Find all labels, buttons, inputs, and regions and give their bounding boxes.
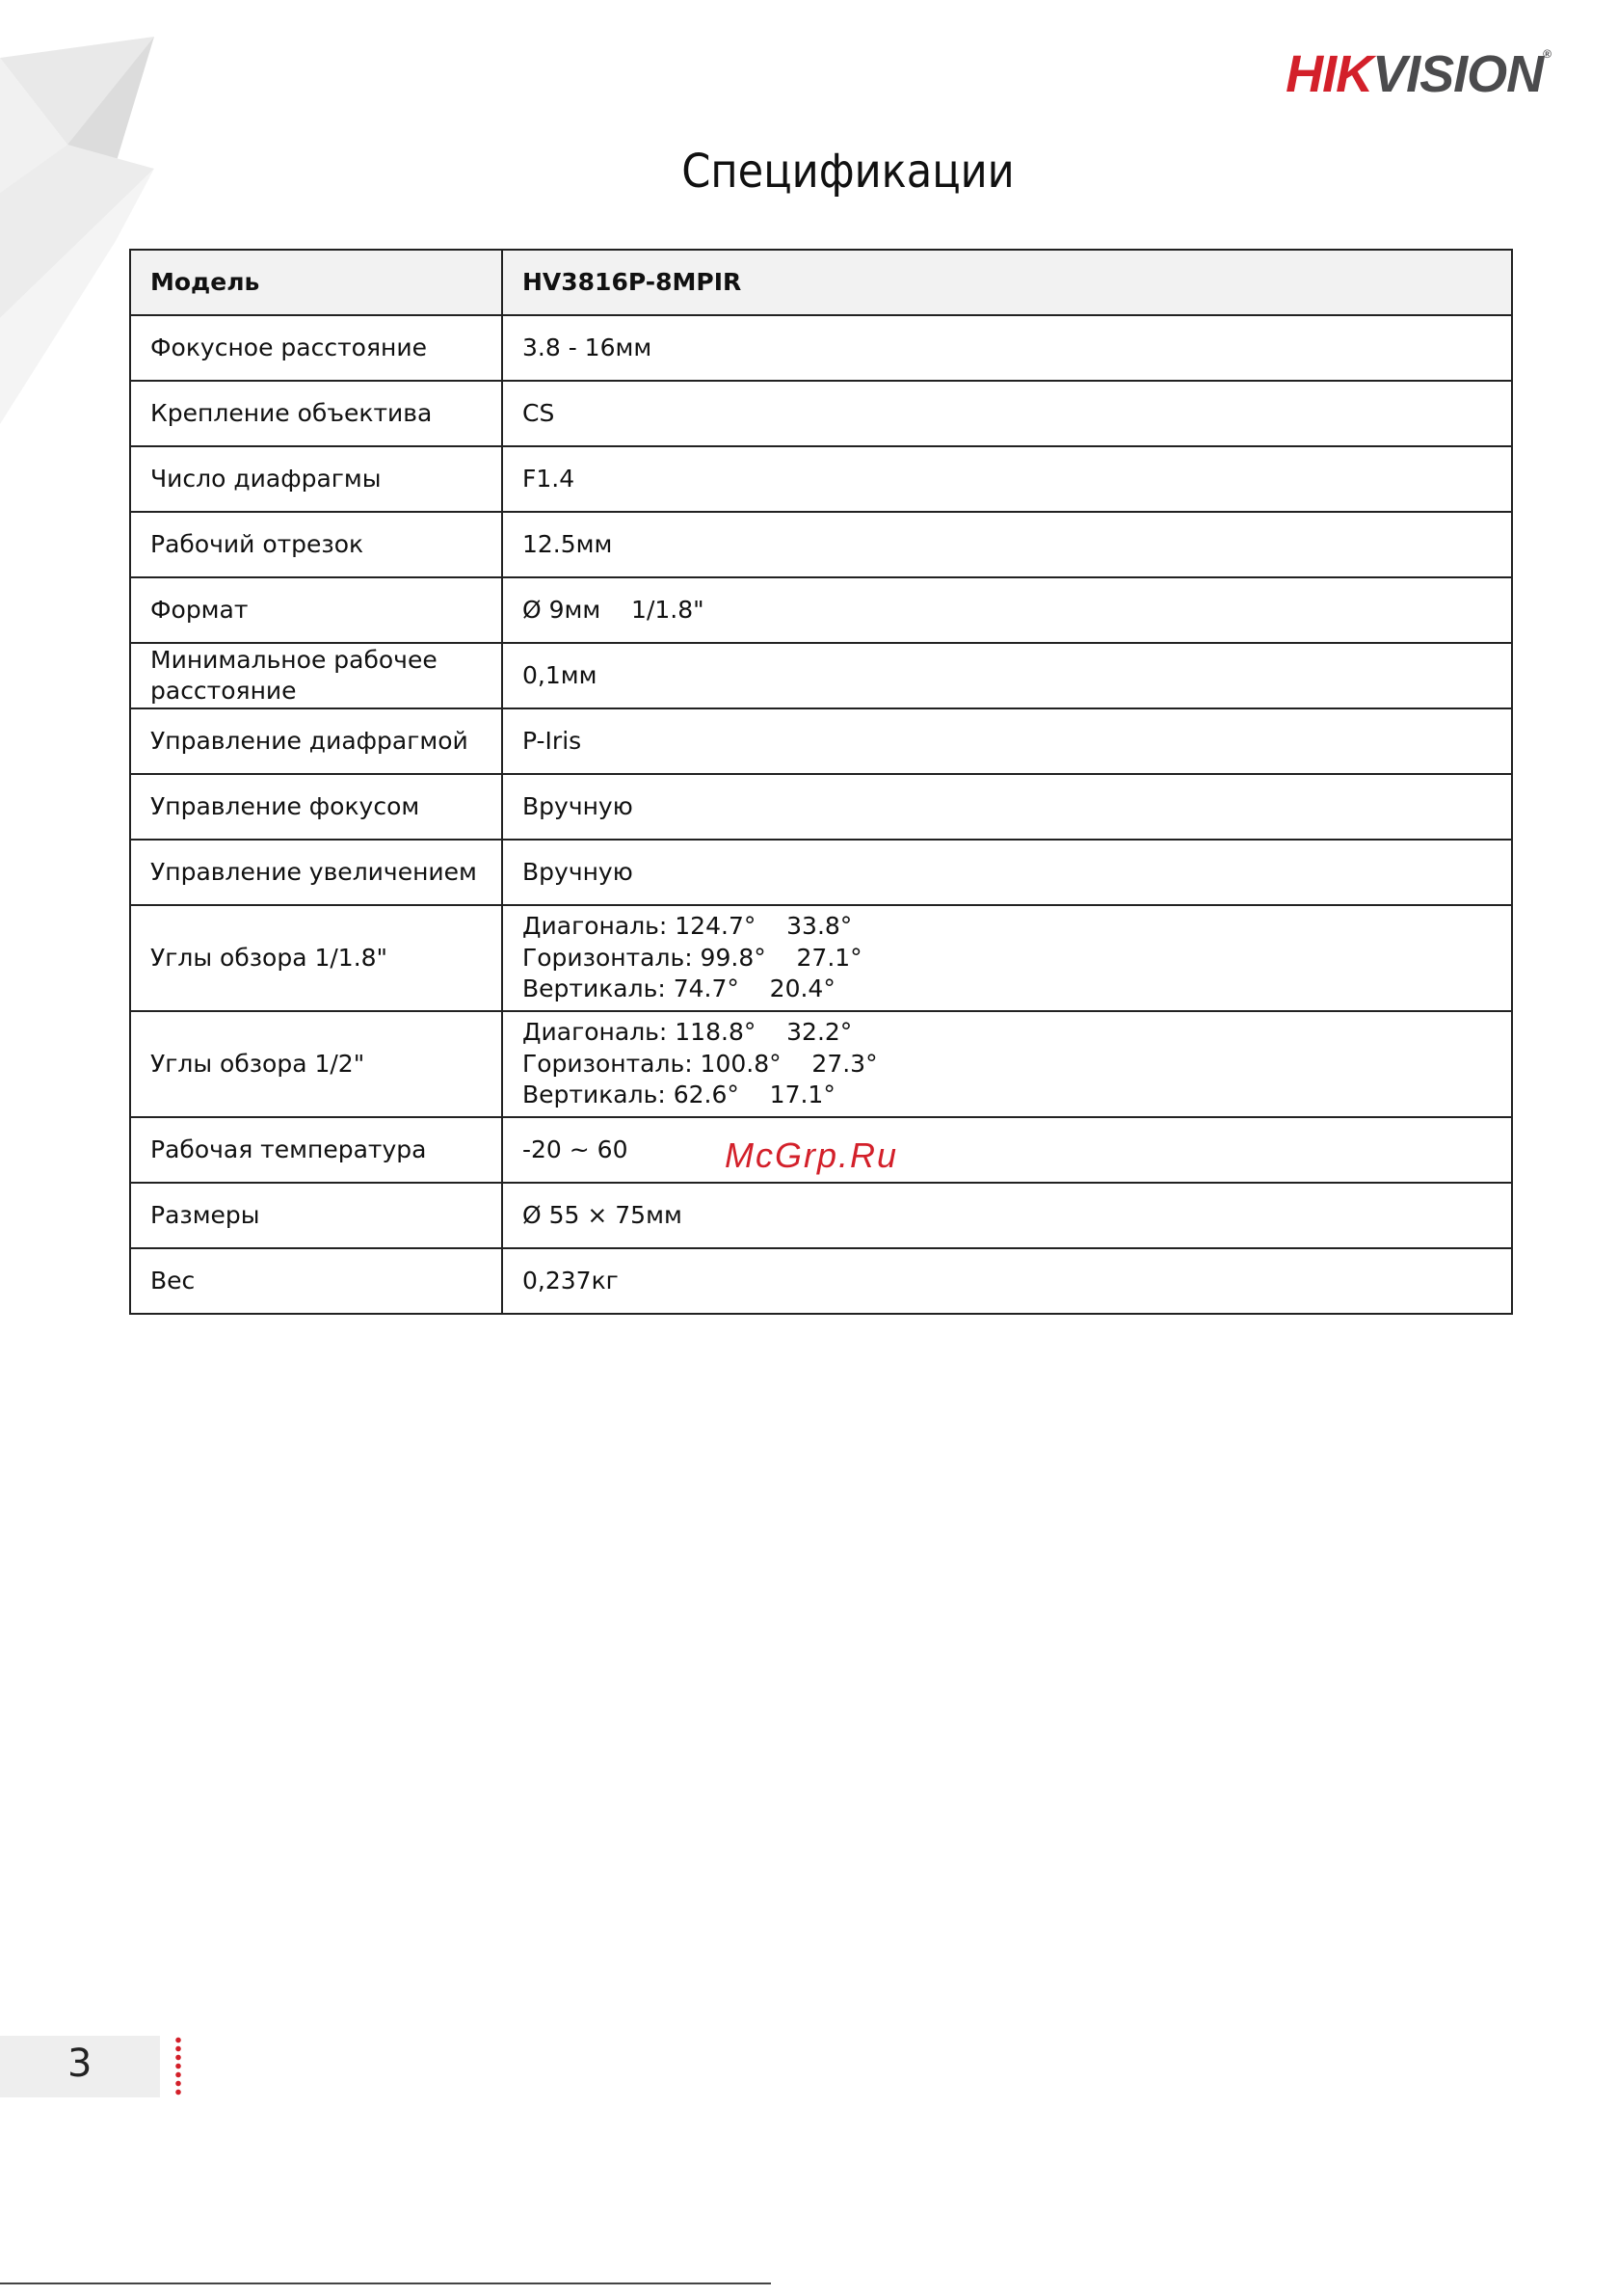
spec-label: Формат: [130, 577, 502, 643]
spec-value: [502, 840, 1512, 905]
spec-label: Углы обзора 1/2": [130, 1011, 502, 1117]
table-row: [130, 512, 1512, 577]
spec-value: [502, 446, 1512, 512]
table-row: [130, 1248, 1512, 1314]
table-row: [130, 381, 1512, 446]
spec-value: [502, 1117, 1512, 1183]
table-row: [130, 1011, 1512, 1117]
spec-label: Размеры: [130, 1183, 502, 1248]
spec-value-line: Диагональ: 124.7° 33.8°: [522, 912, 853, 941]
spec-value-line: Горизонталь: 100.8° 27.3°: [522, 1049, 878, 1078]
table-row: [130, 905, 1512, 1011]
watermark-text: McGrp.Ru: [725, 1135, 899, 1175]
spec-label: Модель: [130, 250, 502, 315]
spec-value-line: Вертикаль: 74.7° 20.4°: [522, 974, 836, 1003]
logo-part-hik: HIK: [1286, 45, 1373, 103]
page-number-dots: [175, 2036, 181, 2097]
spec-value: [502, 1011, 1512, 1117]
spec-value-line: CS: [522, 398, 555, 427]
spec-value-line: Ø 55 × 75мм: [522, 1200, 682, 1229]
spec-value-line: HV3816P-8MPIR: [522, 267, 742, 296]
bottom-rule: [0, 2283, 771, 2284]
logo-part-vision: VISION: [1372, 45, 1544, 103]
table-row: [130, 774, 1512, 840]
page-number: 3: [67, 2042, 93, 2086]
spec-value-line: -20 ~ 60: [522, 1135, 628, 1163]
table-row: [130, 577, 1512, 643]
spec-label: Минимальное рабочее расстояние: [130, 643, 502, 708]
spec-value-line: P-Iris: [522, 726, 582, 755]
spec-value: [502, 905, 1512, 1011]
spec-value: [502, 643, 1512, 708]
spec-label: Управление фокусом: [130, 774, 502, 840]
spec-value: [502, 250, 1512, 315]
spec-value-line: 12.5мм: [522, 529, 613, 558]
spec-value-line: F1.4: [522, 464, 575, 493]
spec-value-line: Горизонталь: 99.8° 27.1°: [522, 943, 862, 972]
spec-label: Число диафрагмы: [130, 446, 502, 512]
spec-value: [502, 577, 1512, 643]
spec-label: Крепление объектива: [130, 381, 502, 446]
spec-value-line: Вручную: [522, 791, 633, 820]
table-header-row: [130, 250, 1512, 315]
spec-label: Рабочая температура: [130, 1117, 502, 1183]
spec-value: [502, 1248, 1512, 1314]
table-row: [130, 1183, 1512, 1248]
table-row: [130, 446, 1512, 512]
spec-value-line: Вручную: [522, 857, 633, 886]
spec-label: Вес: [130, 1248, 502, 1314]
spec-value: [502, 315, 1512, 381]
logo-registered-mark: ®: [1543, 47, 1551, 61]
spec-label: Фокусное расстояние: [130, 315, 502, 381]
spec-value-line: Диагональ: 118.8° 32.2°: [522, 1018, 853, 1047]
spec-value-line: 0,237кг: [522, 1266, 619, 1295]
spec-label: Рабочий отрезок: [130, 512, 502, 577]
spec-value-line: Вертикаль: 62.6° 17.1°: [522, 1081, 836, 1109]
spec-value-line: 0,1мм: [522, 660, 597, 689]
page-title: Спецификации: [681, 145, 1015, 199]
table-row: [130, 708, 1512, 774]
table-row: [130, 643, 1512, 708]
spec-label: Управление диафрагмой: [130, 708, 502, 774]
spec-value: [502, 381, 1512, 446]
spec-value-line: Ø 9мм 1/1.8": [522, 595, 704, 624]
spec-value: [502, 512, 1512, 577]
spec-label: Управление увеличением: [130, 840, 502, 905]
spec-value: [502, 708, 1512, 774]
spec-label: Углы обзора 1/1.8": [130, 905, 502, 1011]
spec-value-line: 3.8 - 16мм: [522, 333, 652, 361]
hikvision-logo: [1286, 45, 1551, 103]
spec-value: [502, 1183, 1512, 1248]
table-row: [130, 840, 1512, 905]
spec-value: [502, 774, 1512, 840]
table-row: [130, 315, 1512, 381]
